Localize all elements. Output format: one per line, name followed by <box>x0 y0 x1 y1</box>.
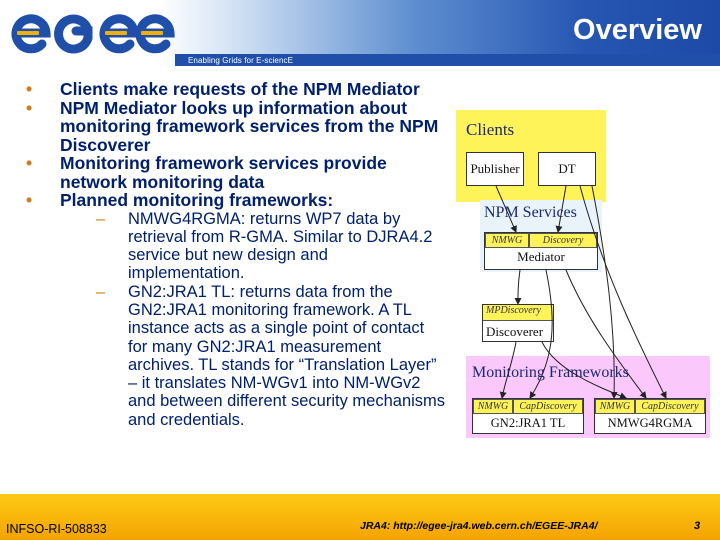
gn2-nmwg-tag: NMWG <box>473 399 513 414</box>
bullet-text: NPM Mediator looks up information about monitoring framework services from the NPM Discoverer <box>60 97 439 155</box>
header-tagline: Enabling Grids for E-sciencE <box>188 56 294 65</box>
bullet-item <box>26 80 446 99</box>
rgma-capdiscovery-tag: CapDiscovery <box>635 399 705 414</box>
discovery-tag: Discovery <box>529 233 597 248</box>
bullet-marker: • <box>26 190 33 210</box>
bullet-marker: • <box>26 153 33 173</box>
arrow-dt-mediator <box>558 186 566 232</box>
slide-content <box>26 80 446 429</box>
arrow-mediator-rgma <box>566 270 646 398</box>
bullet-marker: • <box>26 97 33 118</box>
npm-services-label: NPM Services <box>484 204 577 221</box>
bullet-list <box>26 80 446 429</box>
rgma-nmwg-tag: NMWG <box>595 399 635 414</box>
bullet-text: Planned monitoring frameworks: <box>60 190 334 210</box>
sub-bullet-list <box>96 210 446 430</box>
dt-box: DT <box>538 152 596 186</box>
page-number: 3 <box>694 520 701 532</box>
discoverer-label: Discoverer <box>486 324 544 339</box>
arrow-mediator-gn2 <box>530 270 552 398</box>
slide-header <box>0 0 720 66</box>
publisher-box: Publisher <box>466 152 524 186</box>
monitoring-frameworks-label: Monitoring Frameworks <box>472 364 629 381</box>
sub-bullet-text: GN2:JRA1 TL: returns data from the GN2:JRA1 monitoring framework. A TL instance acts as a single point of contact for many GN2:JRA1 measurement archives. TL stands for “Translation Layer” – it translates NM-WGv1 into NM-WGv2 and between different security mechanisms and credentials. <box>128 282 446 429</box>
architecture-diagram <box>456 108 710 438</box>
bullet-item <box>26 99 446 155</box>
egee-logo-icon <box>0 0 178 66</box>
bullet-text: Monitoring framework services provide network monitoring data <box>60 153 387 192</box>
bullet-text: Clients make requests of the NPM Mediator <box>60 79 420 99</box>
bullet-item <box>26 154 446 191</box>
gn2-capdiscovery-tag: CapDiscovery <box>513 399 583 414</box>
diagram-arrows <box>456 108 710 438</box>
footer-url[interactable]: JRA4: http://egee-jra4.web.cern.ch/EGEE-JRA4/ <box>360 520 598 532</box>
bullet-marker: • <box>26 79 33 99</box>
mpdiscovery-tag: MPDiscovery <box>483 305 553 321</box>
sub-bullet-marker: – <box>96 282 106 301</box>
arrow-mediator-discoverer <box>518 270 520 304</box>
arrow-discoverer-gn2 <box>502 342 516 398</box>
sub-bullet-text: NMWG4RGMA: returns WP7 data by retrieval from R-GMA. Similar to DJRA4.2 service but new design and implementation. <box>128 209 433 283</box>
sub-bullet-item <box>96 283 446 429</box>
clients-label: Clients <box>466 120 515 139</box>
footer-project-id: INFSO-RI-508833 <box>6 522 107 536</box>
gn2-tl-label: GN2:JRA1 TL <box>490 416 566 430</box>
sub-bullet-marker: – <box>96 209 106 228</box>
footer-top-band <box>0 486 720 494</box>
nmwg4rgma-label: NMWG4RGMA <box>607 416 693 430</box>
nmwg-tag: NMWG <box>485 233 529 248</box>
arrow-publisher-mediator <box>496 186 516 232</box>
slide-title: Overview <box>573 14 702 46</box>
mediator-label: Mediator <box>517 249 565 264</box>
slide-footer <box>0 486 720 540</box>
sub-bullet-item <box>96 210 446 283</box>
bullet-item <box>26 191 446 429</box>
arrow-dt-nmwg4rgma <box>592 186 614 398</box>
